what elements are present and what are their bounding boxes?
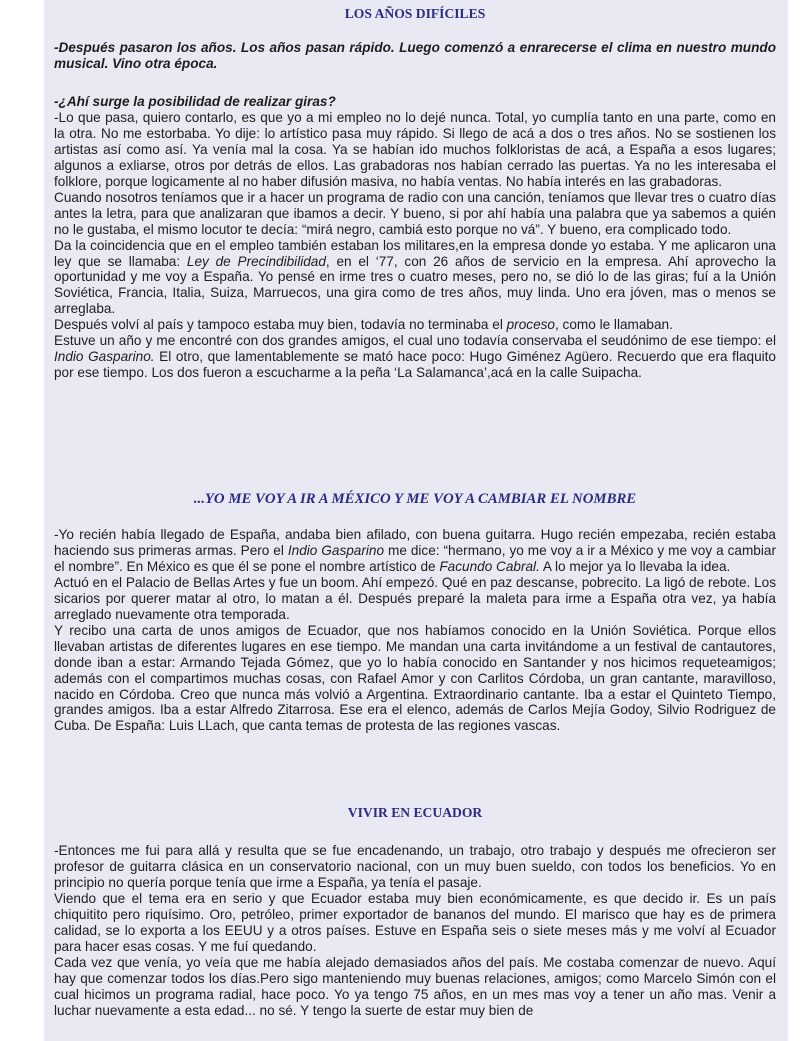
paragraph: Actuó en el Palacio de Bellas Artes y fue un boom. Ahí empezó. Qué en paz descanse, pobrecito. La ligó de rebote. Los sicarios por querer matar al otro, lo matan a él. Después preparé la maleta para irme a España otra vez, ya había arreglado nuevamente otra temporada. (54, 574, 776, 622)
paragraph: Cada vez que venía, yo veía que me había alejado demasiados años del país. Me costaba comenzar de nuevo. Aquí hay que comenzar todos los días.Pero sigo manteniendo muy buenas relaciones, amigos; como Marcelo Simón con el cual hicimos un programa radial, hace poco. Yo ya tengo 75 años, en un mes mas voy a tener un año mas. Venir a luchar nuevamente a esta edad... no sé. Y tengo la suerte de estar muy bien de (54, 954, 776, 1018)
paragraph: Viendo que el tema era en serio y que Ecuador estaba muy bien económicamente, es que decido ir. Es un país chiquitito pero riquísimo. Oro, petróleo, primer exportador de bananos del mundo. El marisco que hay es de primera calidad, se lo exporta a los EEUU y a otros países. Estuve en España seis o siete meses más y me volví al Ecuador para hacer esas cosas. Y me fuí quedando. (54, 890, 776, 954)
paragraph: -Lo que pasa, quiero contarlo, es que yo a mi empleo no lo dejé nunca. Total, yo cumplía tanto en una parte, como en la otra. No me estorbaba. Yo dije: lo artístico pasa muy rápido. Si llego de acá a dos o tres años. No se sostienen los artistas así como así. Ya venía mal la cosa. Ya se habían ido muchos folkloristas de acá, a España a esos lugares; algunos a exliarse, otros por detrás de ellos. Las grabadoras nos habían cerrado las puertas. Ya no les interesaba el folklore, porque logicamente al no haber difusión masiva, no había ventas. No había interés en las grabadoras. (54, 109, 776, 189)
section-body-anos-dificiles (54, 94, 776, 381)
paragraph: Cuando nosotros teníamos que ir a hacer un programa de radio con una canción, teníamos que llevar tres o cuatro días antes la letra, para que analizaran que ibamos a decir. Y bueno, si por ahí había una palabra que ya sabemos a quién no le gustaba, el mismo locutor te decía: “mirá negro, cambiá esto porque no vá”. Y bueno, era complicado todo. (54, 189, 776, 237)
interview-question: -¿Ahí surge la posibilidad de realizar giras? (54, 94, 336, 109)
section-title-mexico: ...YO ME VOY A IR A MÉXICO Y ME VOY A CAMBIAR EL NOMBRE (193, 491, 637, 507)
paragraph: -Entonces me fui para allá y resulta que se fue encadenando, un trabajo, otro trabajo y después me ofrecieron ser profesor de guitarra clásica en un conservatorio nacional, con un muy buen sueldo, con todos los beneficios. Yo en principio no quería porque tenía que irme a España, ya tenía el pasaje. (54, 843, 776, 890)
section-title-anos-dificiles: LOS AÑOS DIFÍCILES (344, 6, 486, 21)
paragraph: Da la coincidencia que en el empleo también estaban los militares,en la empresa donde yo estaba. Y me aplicaron una ley que se llamaba: Ley de Precindibilidad, en el ‘77, con 26 años de servicio en la empresa. Ahí aprovecho la oportunidad y me voy a España. Yo pensé en irme tres o cuatro meses, pero no, se dió lo de las giras; fuí a la Unión Soviética, Francia, Italia, Suiza, Marruecos, una gira como de tres años, muy linda. Uno era jóven, mas o menos se arreglaba. (54, 237, 776, 317)
paragraph: Después volví al país y tampoco estaba muy bien, todavía no terminaba el proceso, como le llamaban. (54, 317, 673, 333)
paragraph: Y recibo una carta de unos amigos de Ecuador, que nos habíamos conocido en la Unión Soviética. Porque ellos llevaban artistas de diferentes lugares en ese tiempo. Me mandan una carta invitándome a un festival de cantautores, donde iban a estar: Armando Tejada Gómez, que yo lo había conocido en Santander y nos hicimos requeteamigos; además con el compartimos muchas cosas, con Rafael Amor y con Carlitos Córdoba, un gran cantante, maravilloso, nacido en Córdoba. Creo que nunca más volvió a Argentina. Extraordinario cantante. Iba a estar el Quinteto Tiempo, grandes amigos. Iba a estar Alfredo Zitarrosa. Ese era el elenco, además de Carlos Mejía Godoy, Silvio Rodriguez de Cuba. De España: Luis LLach, que canta temas de protesta de las regiones vascas. (54, 622, 776, 734)
lead-paragraph: -Después pasaron los años. Los años pasan rápido. Luego comenzó a enrarecerse el clima en nuestro mundo musical. Vino otra época. (54, 40, 776, 71)
section-body-ecuador (54, 843, 776, 1018)
section-title-vivir-en-ecuador: VIVIR EN ECUADOR (347, 805, 483, 820)
paragraph: Estuve un año y me encontré con dos grandes amigos, el cual uno todavía conservaba el seudónimo de ese tiempo: el Indio Gasparino. El otro, que lamentablemente se mató hace poco: Hugo Giménez Agüero. Recuerdo que era flaquito por ese tiempo. Los dos fueron a escucharme a la peña ‘La Salamanca’,acá en la calle Suipacha. (54, 333, 776, 381)
section-body-mexico (54, 527, 776, 734)
paragraph: -Yo recién había llegado de España, andaba bien afilado, con buena guitarra. Hugo recién empezaba, recién estaba haciendo sus primeras armas. Pero el Indio Gasparino me dice: “hermano, yo me voy a ir a México y me voy a cambiar el nombre”. En México es que él se pone el nombre artístico de Facundo Cabral. A lo mejor ya lo llevaba la idea. (54, 527, 776, 574)
